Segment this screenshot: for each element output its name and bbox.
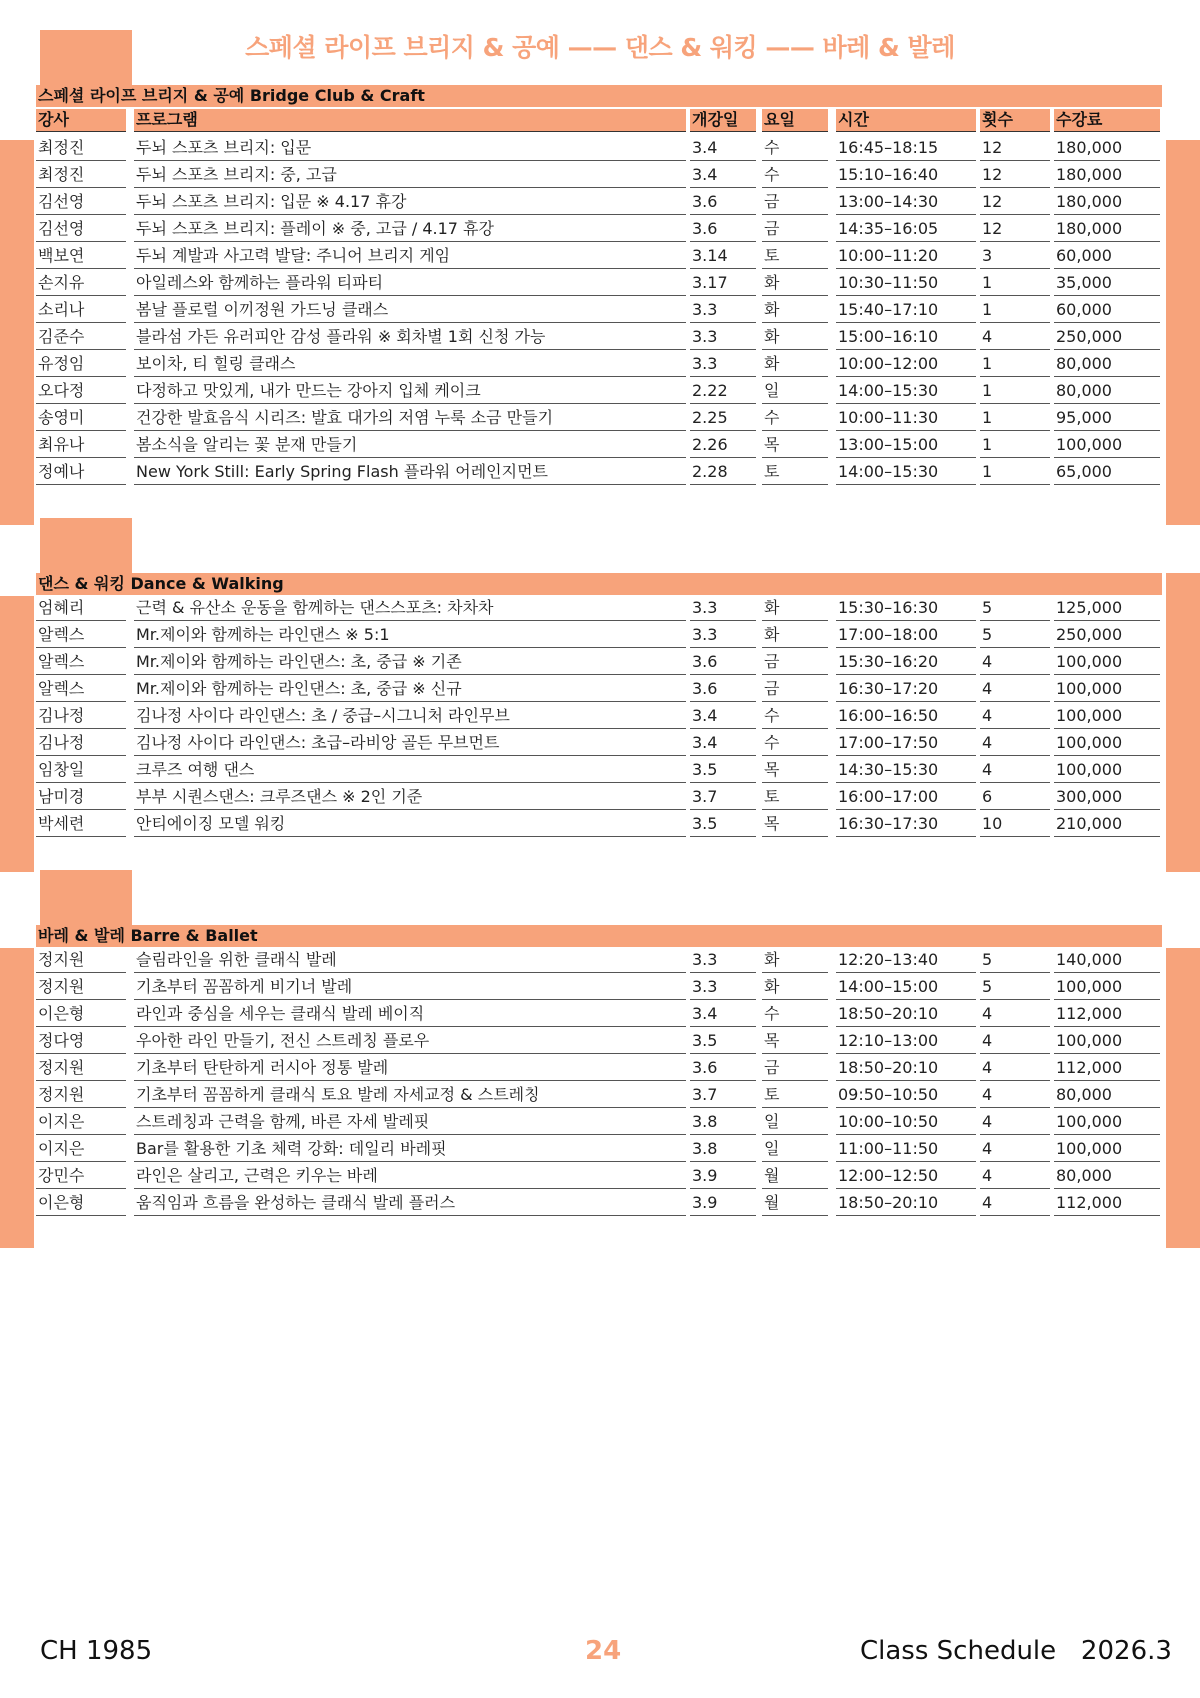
cell-time: 10:00–11:20: [836, 244, 976, 269]
cell-instructor: 임창일: [36, 758, 126, 783]
table-row: [0, 1083, 1200, 1110]
cell-fee: 100,000: [1054, 650, 1160, 675]
cell-sessions: 1: [980, 406, 1050, 431]
cell-start-date: 3.6: [690, 677, 756, 702]
cell-fee: 60,000: [1054, 244, 1160, 269]
cell-weekday: 토: [762, 244, 828, 269]
cell-weekday: 화: [762, 975, 828, 1000]
cell-sessions: 4: [980, 1002, 1050, 1027]
table-row: [0, 460, 1200, 487]
cell-instructor: 알렉스: [36, 650, 126, 675]
cell-start-date: 3.7: [690, 785, 756, 810]
cell-start-date: 2.28: [690, 460, 756, 485]
cell-weekday: 수: [762, 406, 828, 431]
cell-program: 다정하고 맛있게, 내가 만드는 강아지 입체 케이크: [134, 379, 686, 404]
cell-weekday: 화: [762, 271, 828, 296]
cell-start-date: 3.4: [690, 136, 756, 161]
cell-time: 18:50–20:10: [836, 1056, 976, 1081]
cell-program: 두뇌 계발과 사고력 발달: 주니어 브리지 게임: [134, 244, 686, 269]
cell-fee: 125,000: [1054, 596, 1160, 621]
cell-start-date: 3.3: [690, 948, 756, 973]
cell-instructor: 오다정: [36, 379, 126, 404]
cell-sessions: 4: [980, 758, 1050, 783]
cell-weekday: 목: [762, 1029, 828, 1054]
cell-time: 09:50–10:50: [836, 1083, 976, 1108]
cell-instructor: 소리나: [36, 298, 126, 323]
cell-weekday: 목: [762, 758, 828, 783]
cell-instructor: 김준수: [36, 325, 126, 350]
cell-time: 13:00–14:30: [836, 190, 976, 215]
table-row: [0, 1056, 1200, 1083]
cell-sessions: 4: [980, 677, 1050, 702]
cell-instructor: 최정진: [36, 136, 126, 161]
cell-instructor: 김나정: [36, 731, 126, 756]
cell-time: 16:45–18:15: [836, 136, 976, 161]
cell-instructor: 최유나: [36, 433, 126, 458]
cell-instructor: 강민수: [36, 1164, 126, 1189]
footer-brand: CH 1985: [40, 1636, 153, 1666]
cell-instructor: 정지원: [36, 1056, 126, 1081]
cell-weekday: 토: [762, 1083, 828, 1108]
cell-weekday: 금: [762, 650, 828, 675]
cell-time: 15:40–17:10: [836, 298, 976, 323]
cell-time: 16:30–17:30: [836, 812, 976, 837]
cell-time: 14:00–15:00: [836, 975, 976, 1000]
cell-fee: 100,000: [1054, 1029, 1160, 1054]
cell-instructor: 이지은: [36, 1110, 126, 1135]
section-barre-ballet: [0, 870, 1200, 1248]
cell-weekday: 월: [762, 1191, 828, 1216]
table-row: [0, 379, 1200, 406]
cell-weekday: 목: [762, 812, 828, 837]
cell-sessions: 4: [980, 1110, 1050, 1135]
cell-program: 아일레스와 함께하는 플라워 티파티: [134, 271, 686, 296]
cell-start-date: 3.4: [690, 1002, 756, 1027]
section-tab: [40, 518, 132, 574]
cell-weekday: 월: [762, 1164, 828, 1189]
table-row: [0, 136, 1200, 163]
section-heading: 댄스 & 워킹 Dance & Walking: [36, 573, 1162, 595]
cell-program: 우아한 라인 만들기, 전신 스트레칭 플로우: [134, 1029, 686, 1054]
cell-start-date: 3.8: [690, 1137, 756, 1162]
cell-weekday: 수: [762, 731, 828, 756]
cell-instructor: 백보연: [36, 244, 126, 269]
cell-program: 두뇌 스포츠 브리지: 입문 ※ 4.17 휴강: [134, 190, 686, 215]
cell-program: New York Still: Early Spring Flash 플라워 어레인지먼트: [134, 460, 686, 485]
page-number: 24: [585, 1636, 622, 1666]
table-row: [0, 704, 1200, 731]
cell-start-date: 3.5: [690, 758, 756, 783]
cell-program: 봄소식을 알리는 꽃 분재 만들기: [134, 433, 686, 458]
column-header-fee: 수강료: [1054, 109, 1160, 132]
cell-time: 16:30–17:20: [836, 677, 976, 702]
table-row: [0, 325, 1200, 352]
table-row: [0, 163, 1200, 190]
cell-instructor: 송영미: [36, 406, 126, 431]
cell-time: 14:00–15:30: [836, 460, 976, 485]
cell-weekday: 화: [762, 623, 828, 648]
table-row: [0, 975, 1200, 1002]
cell-weekday: 금: [762, 190, 828, 215]
cell-start-date: 3.14: [690, 244, 756, 269]
cell-weekday: 수: [762, 1002, 828, 1027]
cell-time: 12:00–12:50: [836, 1164, 976, 1189]
cell-sessions: 5: [980, 975, 1050, 1000]
cell-time: 14:35–16:05: [836, 217, 976, 242]
cell-program: Bar를 활용한 기초 체력 강화: 데일리 바레핏: [134, 1137, 686, 1162]
cell-fee: 112,000: [1054, 1002, 1160, 1027]
table-row: [0, 271, 1200, 298]
cell-time: 15:30–16:20: [836, 650, 976, 675]
cell-sessions: 4: [980, 731, 1050, 756]
table-row: [0, 785, 1200, 812]
cell-program: 기초부터 꼼꼼하게 비기너 발레: [134, 975, 686, 1000]
section-dance-walking: [0, 518, 1200, 872]
cell-instructor: 박세련: [36, 812, 126, 837]
cell-sessions: 4: [980, 1137, 1050, 1162]
cell-sessions: 12: [980, 217, 1050, 242]
column-header-start-date: 개강일: [690, 109, 756, 132]
cell-program: 두뇌 스포츠 브리지: 입문: [134, 136, 686, 161]
cell-program: 라인과 중심을 세우는 클래식 발레 베이직: [134, 1002, 686, 1027]
cell-instructor: 엄혜리: [36, 596, 126, 621]
cell-fee: 250,000: [1054, 325, 1160, 350]
cell-program: 두뇌 스포츠 브리지: 중, 고급: [134, 163, 686, 188]
cell-time: 12:20–13:40: [836, 948, 976, 973]
cell-weekday: 화: [762, 948, 828, 973]
cell-sessions: 5: [980, 596, 1050, 621]
cell-instructor: 유정임: [36, 352, 126, 377]
cell-weekday: 일: [762, 379, 828, 404]
cell-start-date: 3.9: [690, 1191, 756, 1216]
cell-sessions: 3: [980, 244, 1050, 269]
cell-fee: 180,000: [1054, 190, 1160, 215]
footer-issue: Class Schedule 2026.3: [860, 1636, 1172, 1666]
cell-sessions: 4: [980, 325, 1050, 350]
cell-fee: 100,000: [1054, 1110, 1160, 1135]
cell-fee: 100,000: [1054, 758, 1160, 783]
section-heading: 바레 & 발레 Barre & Ballet: [36, 925, 1162, 947]
cell-start-date: 3.6: [690, 1056, 756, 1081]
column-header-row: [0, 109, 1200, 133]
cell-time: 14:30–15:30: [836, 758, 976, 783]
cell-sessions: 1: [980, 433, 1050, 458]
cell-sessions: 4: [980, 1029, 1050, 1054]
cell-fee: 95,000: [1054, 406, 1160, 431]
table-row: [0, 948, 1200, 975]
cell-time: 18:50–20:10: [836, 1002, 976, 1027]
cell-time: 17:00–17:50: [836, 731, 976, 756]
cell-program: 보이차, 티 힐링 클래스: [134, 352, 686, 377]
cell-start-date: 3.3: [690, 596, 756, 621]
table-row: [0, 596, 1200, 623]
table-row: [0, 433, 1200, 460]
table-row: [0, 1164, 1200, 1191]
table-row: [0, 352, 1200, 379]
cell-start-date: 3.3: [690, 623, 756, 648]
cell-fee: 100,000: [1054, 433, 1160, 458]
cell-time: 17:00–18:00: [836, 623, 976, 648]
cell-start-date: 3.8: [690, 1110, 756, 1135]
table-row: [0, 217, 1200, 244]
section-heading: 스페셜 라이프 브리지 & 공예 Bridge Club & Craft: [36, 85, 1162, 107]
cell-program: 봄날 플로럴 이끼정원 가드닝 클래스: [134, 298, 686, 323]
cell-sessions: 4: [980, 1191, 1050, 1216]
table-row: [0, 190, 1200, 217]
cell-instructor: 이지은: [36, 1137, 126, 1162]
cell-instructor: 알렉스: [36, 623, 126, 648]
cell-instructor: 김나정: [36, 704, 126, 729]
cell-sessions: 12: [980, 163, 1050, 188]
column-header-weekday: 요일: [762, 109, 828, 132]
cell-fee: 180,000: [1054, 136, 1160, 161]
cell-program: Mr.제이와 함께하는 라인댄스: 초, 중급 ※ 기존: [134, 650, 686, 675]
cell-instructor: 손지유: [36, 271, 126, 296]
cell-start-date: 3.3: [690, 352, 756, 377]
page-title: 스페셜 라이프 브리지 & 공예 —— 댄스 & 워킹 —— 바레 & 발레: [245, 33, 955, 62]
table-row: [0, 1002, 1200, 1029]
cell-fee: 180,000: [1054, 163, 1160, 188]
table-row: [0, 244, 1200, 271]
cell-instructor: 알렉스: [36, 677, 126, 702]
cell-sessions: 1: [980, 352, 1050, 377]
cell-program: 기초부터 꼼꼼하게 클래식 토요 발레 자세교정 & 스트레칭: [134, 1083, 686, 1108]
cell-fee: 35,000: [1054, 271, 1160, 296]
cell-instructor: 정지원: [36, 948, 126, 973]
cell-sessions: 12: [980, 190, 1050, 215]
cell-weekday: 일: [762, 1137, 828, 1162]
cell-instructor: 정다영: [36, 1029, 126, 1054]
cell-program: Mr.제이와 함께하는 라인댄스: 초, 중급 ※ 신규: [134, 677, 686, 702]
cell-instructor: 이은형: [36, 1191, 126, 1216]
cell-fee: 80,000: [1054, 1164, 1160, 1189]
cell-fee: 80,000: [1054, 379, 1160, 404]
cell-start-date: 2.26: [690, 433, 756, 458]
table-row: [0, 298, 1200, 325]
table-row: [0, 1110, 1200, 1137]
cell-program: 라인은 살리고, 근력은 키우는 바레: [134, 1164, 686, 1189]
cell-sessions: 1: [980, 271, 1050, 296]
cell-sessions: 1: [980, 298, 1050, 323]
cell-start-date: 3.4: [690, 163, 756, 188]
cell-time: 18:50–20:10: [836, 1191, 976, 1216]
cell-time: 10:30–11:50: [836, 271, 976, 296]
cell-program: 스트레칭과 근력을 함께, 바른 자세 발레핏: [134, 1110, 686, 1135]
cell-weekday: 수: [762, 136, 828, 161]
cell-program: 부부 시퀀스댄스: 크루즈댄스 ※ 2인 기준: [134, 785, 686, 810]
cell-start-date: 2.25: [690, 406, 756, 431]
cell-time: 10:00–11:30: [836, 406, 976, 431]
cell-sessions: 4: [980, 1083, 1050, 1108]
cell-fee: 100,000: [1054, 1137, 1160, 1162]
cell-weekday: 일: [762, 1110, 828, 1135]
cell-time: 13:00–15:00: [836, 433, 976, 458]
cell-start-date: 3.5: [690, 812, 756, 837]
cell-weekday: 화: [762, 352, 828, 377]
cell-fee: 112,000: [1054, 1056, 1160, 1081]
cell-instructor: 이은형: [36, 1002, 126, 1027]
cell-program: 김나정 사이다 라인댄스: 초급–라비앙 골든 무브먼트: [134, 731, 686, 756]
cell-sessions: 4: [980, 1164, 1050, 1189]
table-row: [0, 1137, 1200, 1164]
cell-sessions: 10: [980, 812, 1050, 837]
section-tab: [40, 30, 132, 86]
cell-sessions: 12: [980, 136, 1050, 161]
table-row: [0, 623, 1200, 650]
cell-start-date: 3.4: [690, 704, 756, 729]
cell-program: 움직임과 흐름을 완성하는 클래식 발레 플러스: [134, 1191, 686, 1216]
cell-fee: 210,000: [1054, 812, 1160, 837]
cell-sessions: 4: [980, 1056, 1050, 1081]
cell-instructor: 김선영: [36, 190, 126, 215]
cell-start-date: 3.3: [690, 325, 756, 350]
section-tab: [40, 870, 132, 926]
cell-time: 15:30–16:30: [836, 596, 976, 621]
cell-time: 10:00–12:00: [836, 352, 976, 377]
cell-program: 기초부터 탄탄하게 러시아 정통 발레: [134, 1056, 686, 1081]
cell-fee: 65,000: [1054, 460, 1160, 485]
cell-program: 블라섬 가든 유러피안 감성 플라워 ※ 회차별 1회 신청 가능: [134, 325, 686, 350]
cell-weekday: 화: [762, 298, 828, 323]
table-row: [0, 406, 1200, 433]
cell-weekday: 화: [762, 596, 828, 621]
cell-instructor: 정지원: [36, 1083, 126, 1108]
table-row: [0, 677, 1200, 704]
cell-program: 크루즈 여행 댄스: [134, 758, 686, 783]
cell-sessions: 1: [980, 460, 1050, 485]
cell-time: 11:00–11:50: [836, 1137, 976, 1162]
cell-start-date: 3.5: [690, 1029, 756, 1054]
cell-start-date: 3.4: [690, 731, 756, 756]
cell-start-date: 3.3: [690, 298, 756, 323]
cell-weekday: 수: [762, 163, 828, 188]
cell-fee: 80,000: [1054, 1083, 1160, 1108]
cell-program: 슬림라인을 위한 클래식 발레: [134, 948, 686, 973]
cell-instructor: 최정진: [36, 163, 126, 188]
table-row: [0, 731, 1200, 758]
cell-instructor: 정지원: [36, 975, 126, 1000]
cell-weekday: 금: [762, 677, 828, 702]
cell-time: 15:00–16:10: [836, 325, 976, 350]
cell-start-date: 3.17: [690, 271, 756, 296]
cell-start-date: 2.22: [690, 379, 756, 404]
table-row: [0, 650, 1200, 677]
cell-start-date: 3.7: [690, 1083, 756, 1108]
cell-program: 근력 & 유산소 운동을 함께하는 댄스스포츠: 차차차: [134, 596, 686, 621]
cell-weekday: 화: [762, 325, 828, 350]
column-header-instructor: 강사: [36, 109, 126, 132]
cell-start-date: 3.6: [690, 190, 756, 215]
cell-time: 16:00–16:50: [836, 704, 976, 729]
cell-weekday: 금: [762, 217, 828, 242]
table-row: [0, 1191, 1200, 1218]
cell-program: 안티에이징 모델 워킹: [134, 812, 686, 837]
cell-weekday: 금: [762, 1056, 828, 1081]
cell-start-date: 3.6: [690, 217, 756, 242]
cell-program: Mr.제이와 함께하는 라인댄스 ※ 5:1: [134, 623, 686, 648]
cell-fee: 100,000: [1054, 975, 1160, 1000]
column-header-program: 프로그램: [134, 109, 686, 132]
cell-sessions: 5: [980, 948, 1050, 973]
cell-sessions: 1: [980, 379, 1050, 404]
cell-fee: 100,000: [1054, 704, 1160, 729]
cell-fee: 140,000: [1054, 948, 1160, 973]
table-row: [0, 812, 1200, 839]
cell-instructor: 김선영: [36, 217, 126, 242]
cell-time: 15:10–16:40: [836, 163, 976, 188]
cell-time: 14:00–15:30: [836, 379, 976, 404]
cell-fee: 300,000: [1054, 785, 1160, 810]
cell-start-date: 3.9: [690, 1164, 756, 1189]
cell-program: 건강한 발효음식 시리즈: 발효 대가의 저염 누룩 소금 만들기: [134, 406, 686, 431]
cell-weekday: 목: [762, 433, 828, 458]
cell-instructor: 정예나: [36, 460, 126, 485]
cell-fee: 100,000: [1054, 731, 1160, 756]
cell-weekday: 토: [762, 785, 828, 810]
column-header-sessions: 횟수: [980, 109, 1050, 132]
table-row: [0, 758, 1200, 785]
cell-fee: 112,000: [1054, 1191, 1160, 1216]
cell-fee: 180,000: [1054, 217, 1160, 242]
cell-fee: 80,000: [1054, 352, 1160, 377]
cell-sessions: 5: [980, 623, 1050, 648]
cell-fee: 250,000: [1054, 623, 1160, 648]
cell-sessions: 4: [980, 650, 1050, 675]
cell-fee: 60,000: [1054, 298, 1160, 323]
cell-instructor: 남미경: [36, 785, 126, 810]
cell-start-date: 3.3: [690, 975, 756, 1000]
section-bridge-craft: [0, 30, 1200, 525]
cell-weekday: 수: [762, 704, 828, 729]
table-row: [0, 1029, 1200, 1056]
cell-start-date: 3.6: [690, 650, 756, 675]
cell-time: 12:10–13:00: [836, 1029, 976, 1054]
cell-weekday: 토: [762, 460, 828, 485]
column-header-time: 시간: [836, 109, 976, 132]
cell-fee: 100,000: [1054, 677, 1160, 702]
cell-program: 두뇌 스포츠 브리지: 플레이 ※ 중, 고급 / 4.17 휴강: [134, 217, 686, 242]
cell-time: 16:00–17:00: [836, 785, 976, 810]
cell-time: 10:00–10:50: [836, 1110, 976, 1135]
cell-sessions: 4: [980, 704, 1050, 729]
cell-program: 김나정 사이다 라인댄스: 초 / 중급–시그니처 라인무브: [134, 704, 686, 729]
cell-sessions: 6: [980, 785, 1050, 810]
